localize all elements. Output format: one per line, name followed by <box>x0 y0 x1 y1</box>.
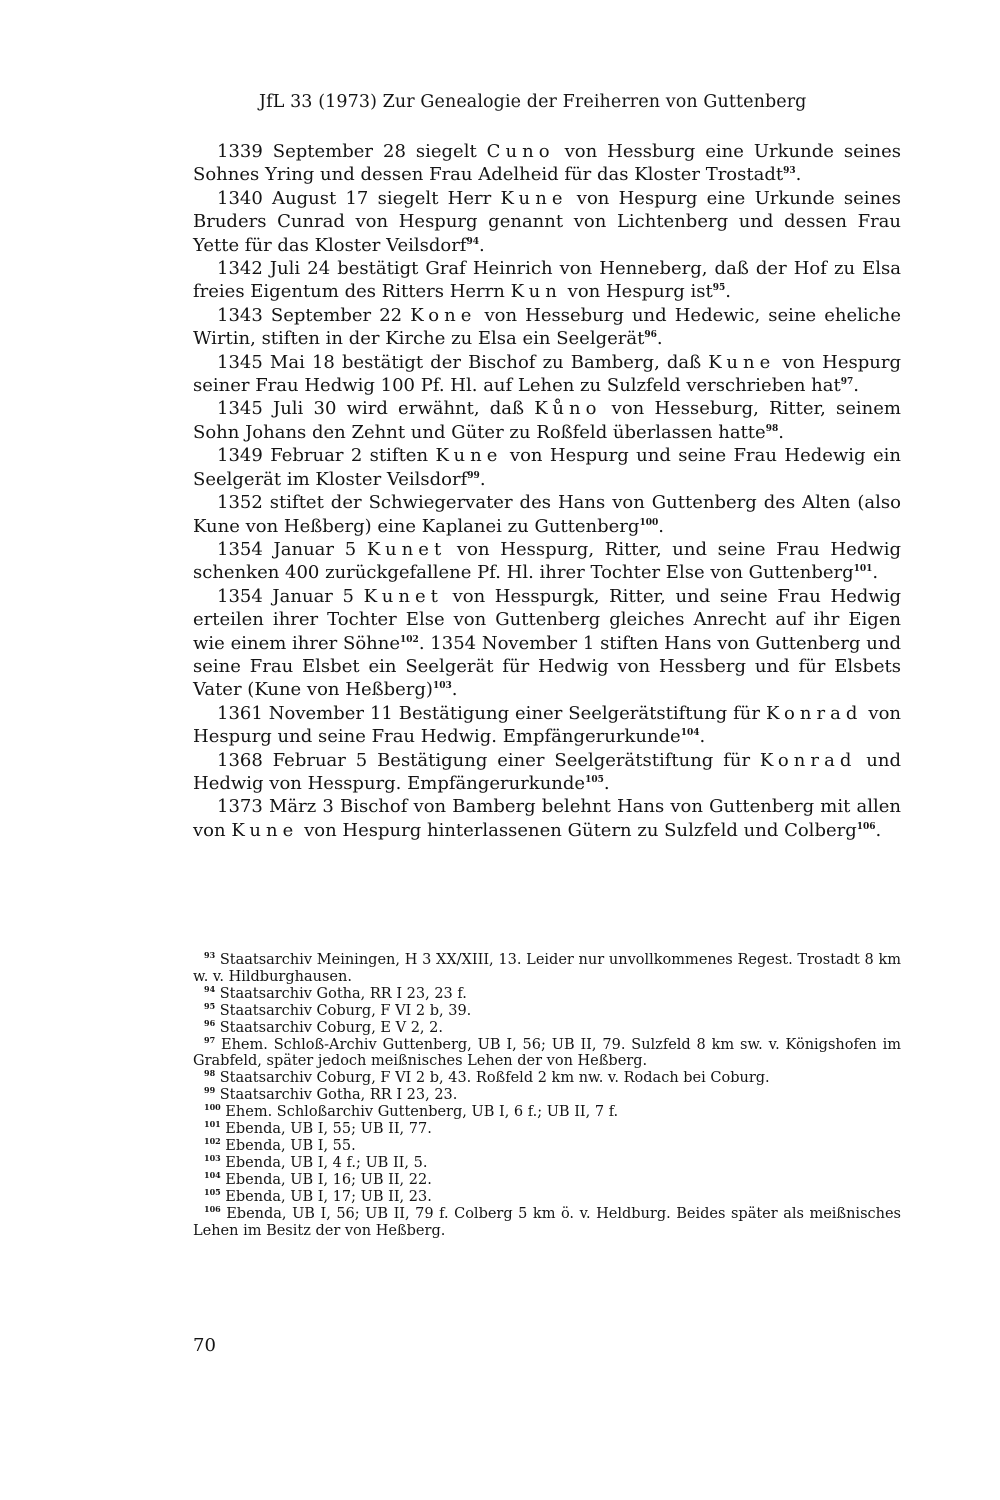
footnote-number: 99 <box>204 1085 216 1096</box>
text-run: 1345 Mai 18 bestätigt der Bischof zu Bamberg, daß <box>217 351 709 373</box>
spaced-name: Kune <box>435 445 503 467</box>
footnote-ref: 102 <box>400 634 419 645</box>
text-run: . <box>795 164 802 186</box>
footnote <box>193 1104 901 1121</box>
footnote-ref: 101 <box>853 564 873 575</box>
footnote-number: 97 <box>204 1034 216 1045</box>
footnote-ref: 97 <box>840 377 854 388</box>
text-run: . <box>603 772 610 794</box>
text-run: von Hesspurg, Ritter, und seine Frau Hedwig schenken 400 zurückgefallene Pf. Hl. ihrer Tochter Else von Guttenberg <box>193 538 901 584</box>
footnote-text: Ehem. Schloßarchiv Guttenberg, UB I, 6 f.; UB II, 7 f. <box>220 1104 619 1121</box>
footnote-ref: 93 <box>783 166 796 177</box>
body-paragraph <box>193 491 901 538</box>
body-paragraph <box>193 749 901 796</box>
footnote-number: 101 <box>204 1119 221 1130</box>
text-run: . 1354 November 1 stiften Hans von Guttenberg und seine Frau Elsbet ein Seelgerät für Hedwig von Hessberg und für Elsbets Vater (Kune von Heßberg) <box>193 632 901 701</box>
body-paragraph <box>193 702 901 749</box>
body-paragraph <box>193 304 901 351</box>
text-run: . <box>451 679 458 701</box>
footnote-number: 104 <box>204 1169 221 1180</box>
footnote-ref: 100 <box>639 517 659 528</box>
footnote <box>193 1017 901 1037</box>
spaced-name: Kune <box>500 187 568 209</box>
text-run: 1361 November 11 Bestätigung einer Seelgerätstiftung für <box>217 702 766 724</box>
text-run: . <box>725 281 732 303</box>
text-run: von Hespurg eine Urkunde seines Bruders Cunrad von Hespurg genannt von Lichtenberg und dessen Frau Yette für das Kloster Veilsdorf <box>193 187 901 256</box>
page-number: 70 <box>193 1335 216 1356</box>
spaced-name: Konrad <box>759 749 857 771</box>
spaced-name: Kun <box>510 281 562 303</box>
footnote-number: 96 <box>204 1017 216 1028</box>
footnote-ref: 96 <box>644 330 657 341</box>
text-run: und Hedwig von Hesspurg. Empfängerurkunde <box>193 749 901 794</box>
footnote-text: Staatsarchiv Coburg, F VI 2 b, 39. <box>215 1002 472 1019</box>
footnote-number: 102 <box>204 1136 221 1147</box>
spaced-name: Kunet <box>366 538 447 560</box>
body-paragraph <box>193 351 901 398</box>
footnote-text: Ebenda, UB I, 17; UB II, 23. <box>220 1188 432 1205</box>
footnote-ref: 105 <box>585 774 604 785</box>
footnote <box>193 1186 901 1206</box>
spaced-name: Konrad <box>765 702 863 724</box>
text-run: 1349 Februar 2 stiften <box>217 445 436 467</box>
footnote <box>193 1034 901 1071</box>
text-run: 1345 Juli 30 wird erwähnt, daß <box>217 398 535 420</box>
text-run: 1340 August 17 siegelt Herr <box>217 187 501 209</box>
text-run: von Hessburg eine Urkunde seines Sohnes Yring und dessen Frau Adelheid für das Kloster Trostadt <box>193 141 901 186</box>
text-run: von Hespurg und seine Frau Hedwig. Empfängerurkunde <box>193 702 901 748</box>
text-run: von Hesspurgk, Ritter, und seine Frau Hedwig erteilen ihrer Tochter Else von Guttenberg gleiches Anrecht auf ihr Eigen wie einem ihrer Söhne <box>193 585 901 654</box>
footnote <box>193 1000 901 1020</box>
spaced-name: Kune <box>231 819 299 841</box>
footnote-text: Staatsarchiv Meiningen, H 3 XX/XIII, 13. Leider nur unvollkommenes Regest. Trostadt 8 km w. v. Hildburghausen. <box>193 952 901 985</box>
text-run: . <box>872 562 879 584</box>
footnote-number: 100 <box>204 1102 221 1113</box>
footnote-text: Ehem. Schloß-Archiv Guttenberg, UB I, 56; UB II, 79. Sulzfeld 8 km sw. v. Königshofen im Grabfeld, später jedoch meißnisches Lehen der von Heßberg. <box>193 1036 901 1070</box>
footnote-ref: 106 <box>856 821 876 832</box>
footnote-number: 95 <box>204 1000 216 1011</box>
footnote-number: 103 <box>204 1153 221 1164</box>
text-run: 1354 Januar 5 <box>217 538 367 560</box>
text-run: von Hespurg ist <box>561 281 713 303</box>
footnote-text: Ebenda, UB I, 55. <box>220 1137 356 1154</box>
text-run: . <box>658 515 664 537</box>
body-paragraph <box>193 257 901 304</box>
text-run: von Hespurg hinterlassenen Gütern zu Sulzfeld und Colberg <box>298 819 857 841</box>
footnote-text: Ebenda, UB I, 55; UB II, 77. <box>220 1121 432 1138</box>
body-paragraph <box>193 538 901 585</box>
footnote <box>193 983 901 1003</box>
text-run: von Hesseburg und Hedewic, seine eheliche Wirtin, stiften in der Kirche zu Elsa ein Seelgerät <box>193 304 901 350</box>
body-paragraph <box>193 444 901 491</box>
footnote <box>193 1203 901 1240</box>
footnote-text: Staatsarchiv Coburg, E V 2, 2. <box>215 1019 443 1036</box>
footnote-text: Ebenda, UB I, 16; UB II, 22. <box>220 1171 432 1188</box>
footnote-number: 98 <box>204 1068 216 1079</box>
footnote <box>193 1138 901 1155</box>
text-run: von Hesseburg, Ritter, seinem Sohn Johans den Zehnt und Güter zu Roßfeld überlassen hatte <box>193 398 901 443</box>
body-paragraph <box>193 397 901 444</box>
text-run: . <box>875 819 882 841</box>
text-run: 1342 Juli 24 bestätigt Graf Heinrich von Henneberg, daß der Hof zu Elsa freies Eigentum des Ritters Herrn <box>193 258 901 303</box>
footnote-text: Staatsarchiv Gotha, RR I 23, 23 f. <box>215 985 467 1002</box>
footnote-ref: 98 <box>765 423 779 434</box>
footnote-ref: 94 <box>466 236 480 247</box>
footnote <box>193 1121 901 1138</box>
footnote-ref: 99 <box>467 470 480 481</box>
footnote-text: Ebenda, UB I, 4 f.; UB II, 5. <box>220 1154 428 1171</box>
spaced-name: Kune <box>708 351 776 373</box>
text-run: 1352 stiftet der Schwiegervater des Hans von Guttenberg des Alten (also Kune von Heßberg) eine Kaplanei zu Guttenberg <box>193 492 901 537</box>
text-run: . <box>479 234 485 256</box>
body-paragraph <box>193 187 901 257</box>
footnote <box>193 1155 901 1172</box>
text-run: 1368 Februar 5 Bestätigung einer Seelgerätstiftung für <box>217 749 760 771</box>
spaced-name: Kůno <box>534 398 602 420</box>
text-run: . <box>778 421 784 443</box>
footnote-ref: 103 <box>432 681 452 692</box>
text-run: 1373 März 3 Bischof von Bamberg belehnt Hans von Guttenberg mit allen von <box>193 796 901 841</box>
footnote-ref: 104 <box>680 728 700 739</box>
spaced-name: Kunet <box>363 585 443 607</box>
text-run: 1339 September 28 siegelt <box>217 141 487 162</box>
footnote <box>193 1087 901 1104</box>
footnote-text: Staatsarchiv Coburg, F VI 2 b, 43. Roßfeld 2 km nw. v. Rodach bei Coburg. <box>215 1070 770 1087</box>
body-text <box>193 140 901 842</box>
footnote <box>193 952 901 986</box>
footnote <box>193 1070 901 1087</box>
text-run: . <box>853 375 860 397</box>
footnote-number: 105 <box>204 1186 221 1197</box>
footnote-number: 94 <box>204 983 216 994</box>
text-run: von Hespurg und seine Frau Hedewig ein Seelgerät im Kloster Veilsdorf <box>193 445 901 490</box>
footnote-ref: 95 <box>712 283 726 294</box>
text-run: . <box>479 468 486 490</box>
footnote-number: 106 <box>204 1203 221 1214</box>
footnote <box>193 1169 901 1189</box>
running-head: JfL 33 (1973) Zur Genealogie der Freiherren von Guttenberg <box>259 92 807 112</box>
text-run: 1354 Januar 5 <box>217 585 364 607</box>
text-run: . <box>699 726 706 748</box>
spaced-name: Cuno <box>486 141 555 162</box>
text-run: . <box>656 328 663 350</box>
text-run: von Hespurg seiner Frau Hedwig 100 Pf. Hl. auf Lehen zu Sulzfeld verschrieben hat <box>193 351 902 397</box>
body-paragraph <box>193 795 901 842</box>
body-paragraph <box>193 585 901 702</box>
footnote-number: 93 <box>204 950 216 961</box>
text-run: 1343 September 22 <box>217 304 411 326</box>
footnote-text: Ebenda, UB I, 56; UB II, 79 f. Colberg 5 km ö. v. Heldburg. Beides später als meißnisches Lehen im Besitz der von Heßberg. <box>193 1205 901 1239</box>
body-paragraph <box>193 140 901 187</box>
footnote-text: Staatsarchiv Gotha, RR I 23, 23. <box>215 1087 458 1104</box>
footnotes <box>193 952 901 1239</box>
spaced-name: Kone <box>410 304 477 326</box>
